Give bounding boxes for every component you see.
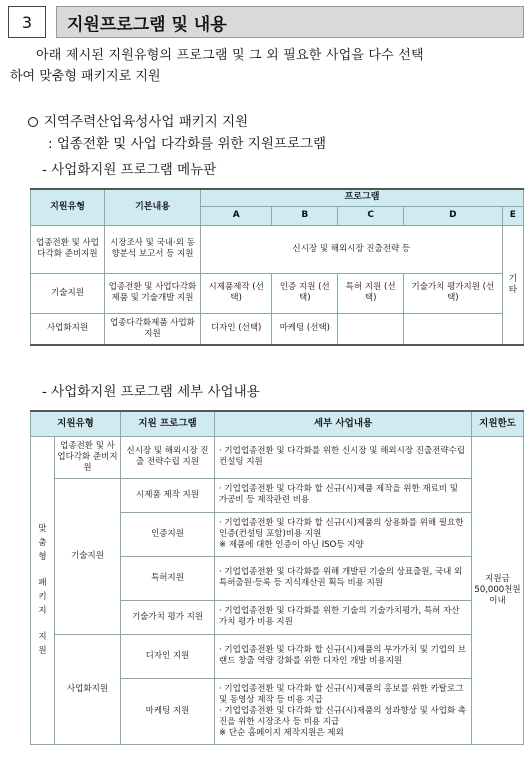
detail-type-biz: 사업화지원: [55, 634, 121, 744]
menu-row2-b: 인증 지원 (선택): [272, 273, 338, 313]
support-limit: 지원금 50,000천원 이내: [472, 436, 524, 744]
menu-row1-type: 업종전환 및 사업다각화 준비지원: [31, 225, 105, 273]
menu-row3-c: [338, 313, 404, 345]
menu-row3-b: 마케팅 (선택): [272, 313, 338, 345]
menu-row2-a: 시제품제작 (선택): [201, 273, 272, 313]
circle-bullet-icon: [28, 117, 38, 127]
detail-desc-patent: · 기업업종전환 및 다각화를 위해 개발된 기술의 상표출원, 국내 외 특허출원·등록 등 지식재산권 획득 비용 지원: [215, 556, 472, 600]
detail-program-marketing: 마케팅 지원: [121, 678, 215, 744]
detail-header-program: 지원 프로그램: [121, 411, 215, 436]
detail-desc-valuation: · 기업업종전환 및 다각화를 위한 기술의 기술가치평가, 특허 자산가치 평가 비용 지원: [215, 600, 472, 634]
detail-header-detail: 세부 사업내용: [215, 411, 472, 436]
detail-type-prep: 업종전환 및 사업다각화 준비지원: [55, 436, 121, 478]
menu-header-program: 프로그램: [201, 189, 524, 206]
menu-row1-basic: 시장조사 및 국내·외 동향분석 보고서 등 지원: [105, 225, 201, 273]
detail-desc-marketing: · 기업업종전환 및 다각화 할 신규(시)제품의 홍보를 위한 카탈로그 및 동영상 제작 등 비용 지급 · 기업업종전환 및 다각화 할 신규(시)제품의 성과향상 및 사업화 촉진을 위한 시장조사 등 비용 지급 ※ 단순 홈페이지 제작지원은 제외: [215, 678, 472, 744]
menu-row2-basic: 업종전환 및 사업다각화 제품 및 기술개발 지원: [105, 273, 201, 313]
detail-header-type: 지원유형: [31, 411, 121, 436]
intro-paragraph: [10, 45, 522, 87]
menu-heading: - 사업화지원 프로그램 메뉴판: [42, 162, 217, 178]
section-title: 지원프로그램 및 내용: [56, 6, 524, 38]
menu-col-a: A: [201, 206, 272, 225]
menu-row3-d: [404, 313, 502, 345]
menu-table: [30, 188, 524, 346]
detail-program-design: 디자인 지원: [121, 634, 215, 678]
detail-desc-cert: · 기업업종전환 및 다각화 할 신규(시)제품의 상용화를 위해 필요한 인증(컨설팅 포함)비용 지원 ※ 제품에 대한 인증이 아닌 ISO등 지양: [215, 512, 472, 556]
menu-header-type: 지원유형: [31, 189, 105, 225]
menu-row1-programs: 신시장 및 해외시장 진출전략 등: [201, 225, 503, 273]
menu-row2-c: 특허 지원 (선택): [338, 273, 404, 313]
detail-table: [30, 410, 524, 745]
package-side-label: 맞 춤 형 패 키 지 지 원: [31, 436, 55, 744]
detail-desc-prototype: · 기업업종전환 및 다각화 할 신규(시)제품 제작을 위한 재료비 및 가공비 등 제작관련 비용: [215, 478, 472, 512]
menu-e-value: 기타: [502, 225, 523, 345]
detail-desc-market: · 기업업종전환 및 다각화를 위한 신시장 및 해외시장 진출전략수립 컨설팅 지원: [215, 436, 472, 478]
package-heading: 지역주력산업육성사업 패키지 지원: [28, 110, 248, 130]
detail-type-tech: 기술지원: [55, 478, 121, 634]
detail-program-cert: 인증지원: [121, 512, 215, 556]
menu-row3-a: 디자인 (선택): [201, 313, 272, 345]
detail-desc-design: · 기업업종전환 및 다각화 할 신규(시)제품의 부가가치 및 기업의 브랜드 창출 역량 강화를 위한 디자인 개발 비용지원: [215, 634, 472, 678]
menu-col-b: B: [272, 206, 338, 225]
menu-row3-basic: 업종다각화제품 사업화지원: [105, 313, 201, 345]
menu-col-c: C: [338, 206, 404, 225]
detail-heading: - 사업화지원 프로그램 세부 사업내용: [42, 384, 260, 400]
detail-program-patent: 특허지원: [121, 556, 215, 600]
menu-header-basic: 기본내용: [105, 189, 201, 225]
intro-line-2: 하여 맞춤형 패키지로 지원: [10, 69, 161, 84]
menu-col-e: E: [502, 206, 523, 225]
package-subtitle: : 업종전환 및 사업 다각화를 위한 지원프로그램: [48, 136, 327, 152]
menu-row2-type: 기술지원: [31, 273, 105, 313]
intro-line-1: 아래 제시된 지원유형의 프로그램 및 그 외 필요한 사업을 다수 선택: [36, 48, 424, 63]
section-number: 3: [8, 6, 46, 38]
section-header: [8, 6, 524, 38]
menu-row3-type: 사업화지원: [31, 313, 105, 345]
detail-program-market: 신시장 및 해외시장 진출 전략수립 지원: [121, 436, 215, 478]
menu-row2-d: 기술가치 평가지원 (선택): [404, 273, 502, 313]
detail-header-limit: 지원한도: [472, 411, 524, 436]
detail-program-valuation: 기술가치 평가 지원: [121, 600, 215, 634]
menu-col-d: D: [404, 206, 502, 225]
detail-program-prototype: 시제품 제작 지원: [121, 478, 215, 512]
